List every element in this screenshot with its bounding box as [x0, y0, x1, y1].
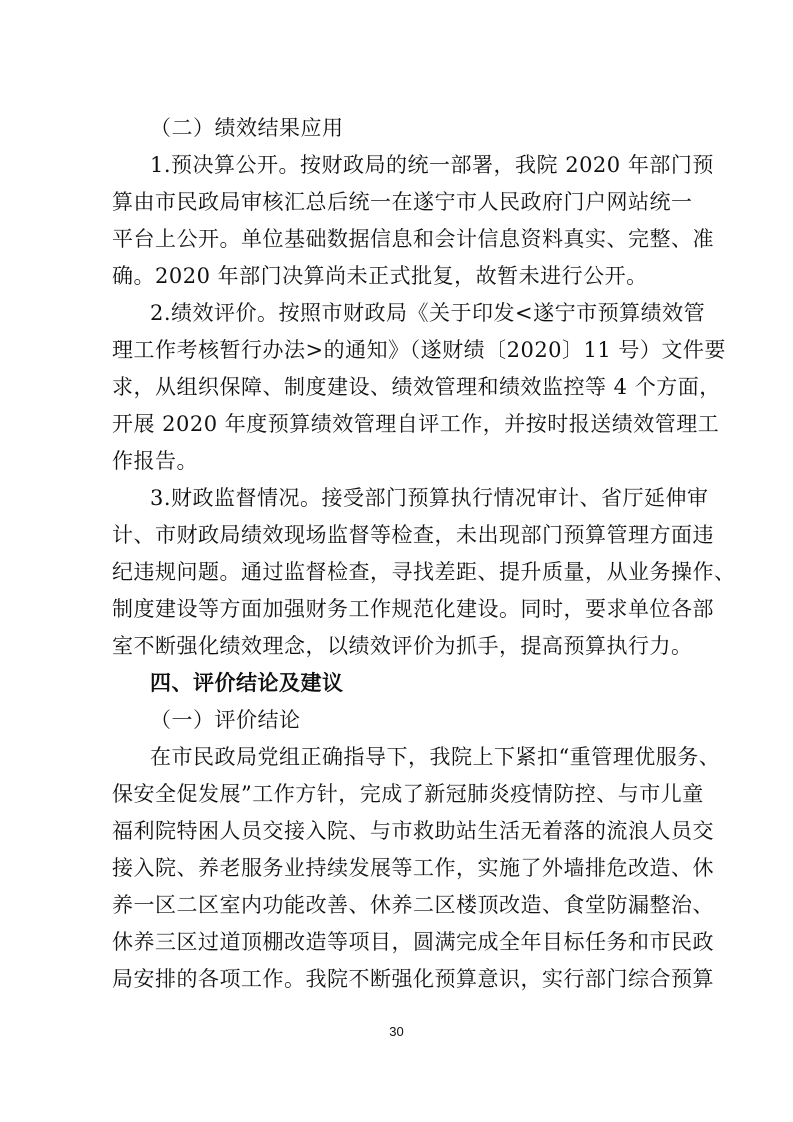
paragraph-line: 算由市民政局审核汇总后统一在遂宁市人民政府门户网站统一 — [112, 190, 693, 214]
subsection-heading-evaluation-conclusion: （一）评价结论 — [150, 708, 301, 732]
paragraph-line: 确。2020 年部门决算尚未正式批复，故暂未进行公开。 — [112, 264, 648, 288]
paragraph-line: 作报告。 — [112, 449, 198, 473]
paragraph-line: 保安全促发展”工作方针，完成了新冠肺炎疫情防控、与市儿童 — [112, 782, 704, 806]
paragraph-line: 养一区二区室内功能改善、休养二区楼顶改造、食堂防漏整治、 — [112, 893, 714, 917]
paragraph-line: 接入院、养老服务业持续发展等工作，实施了外墙排危改造、休 — [112, 856, 714, 880]
paragraph-line: 求，从组织保障、制度建设、绩效管理和绩效监控等 4 个方面， — [112, 375, 721, 399]
paragraph-line: 室不断强化绩效理念，以绩效评价为抓手，提高预算执行力。 — [112, 634, 693, 658]
paragraph-line: 纪违规问题。通过监督检查，寻找差距、提升质量，从业务操作、 — [112, 560, 736, 584]
paragraph-line: 平台上公开。单位基础数据信息和会计信息资料真实、完整、准 — [112, 227, 714, 251]
section-heading-performance-application: （二）绩效结果应用 — [150, 116, 344, 140]
paragraph-line: 1.预决算公开。按财政局的统一部署，我院 2020 年部门预 — [150, 153, 714, 177]
paragraph-line: 在市民政局党组正确指导下，我院上下紧扣“重管理优服务、 — [150, 745, 721, 769]
paragraph-line: 休养三区过道顶棚改造等项目，圆满完成全年目标任务和市民政 — [112, 930, 714, 954]
paragraph-line: 开展 2020 年度预算绩效管理自评工作，并按时报送绩效管理工 — [112, 412, 720, 436]
paragraph-line: 理工作考核暂行办法>的通知》（遂财绩〔2020〕11 号）文件要 — [112, 338, 726, 362]
paragraph-line: 3.财政监督情况。接受部门预算执行情况审计、省厅延伸审 — [150, 486, 709, 510]
paragraph-line: 计、市财政局绩效现场监督等检查，未出现部门预算管理方面违 — [112, 523, 714, 547]
page-number: 30 — [389, 1024, 404, 1039]
paragraph-line: 局安排的各项工作。我院不断强化预算意识，实行部门综合预算 — [112, 967, 714, 991]
paragraph-line: 福利院特困人员交接入院、与市救助站生活无着落的流浪人员交 — [112, 819, 714, 843]
section-heading-conclusions: 四、评价结论及建议 — [150, 671, 344, 695]
paragraph-line: 制度建设等方面加强财务工作规范化建设。同时，要求单位各部 — [112, 597, 714, 621]
paragraph-line: 2.绩效评价。按照市财政局《关于印发<遂宁市预算绩效管 — [150, 301, 706, 325]
